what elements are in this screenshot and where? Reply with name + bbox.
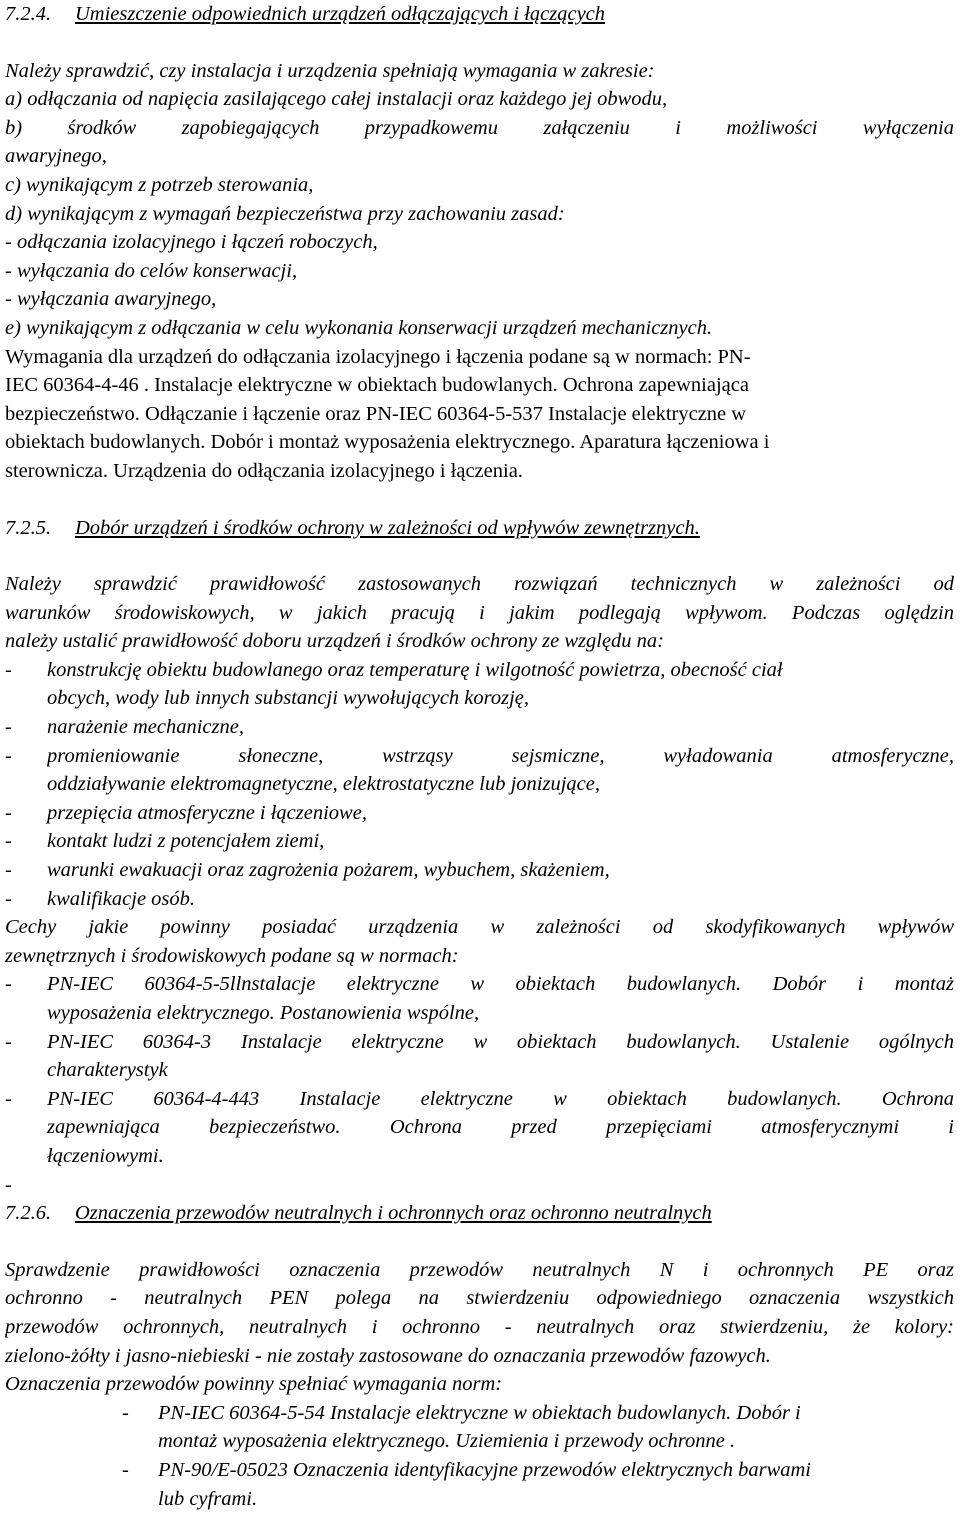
paragraph-line: - wyłączania awaryjnego, <box>5 288 217 311</box>
norm-item-continuation: charakterystyk <box>47 1059 168 1082</box>
paragraph-line: należy ustalić prawidłowość doboru urządzeń i środków ochrony ze względu na: <box>5 630 665 653</box>
paragraph-line: - wyłączania do celów konserwacji, <box>5 259 298 282</box>
paragraph-line: - odłączania izolacyjnego i łączeń roboczych, <box>5 231 378 254</box>
paragraph-line: Należy sprawdzić, czy instalacja i urządzenia spełniają wymagania w zakresie: <box>5 59 655 82</box>
norms-line: Wymagania dla urządzeń do odłączania izolacyjnego i łączenia podane są w normach: PN- <box>5 345 751 368</box>
norms-line: sterownicza. Urządzenia do odłączania izolacyjnego i łączenia. <box>5 459 523 482</box>
section-title: Dobór urządzeń i środków ochrony w zależności od wpływów zewnętrznych. <box>75 516 700 539</box>
norm-item-continuation: montaż wyposażenia elektrycznego. Uziemienia i przewody ochronne . <box>158 1430 736 1453</box>
list-item-continuation: obcych, wody lub innych substancji wywołujących korozję, <box>47 687 530 710</box>
list-item: - kontakt ludzi z potencjałem ziemi, <box>5 830 325 853</box>
paragraph-line: zewnętrznych i środowiskowych podane są w normach: <box>5 944 459 967</box>
section-number: 7.2.4. <box>5 3 52 25</box>
norms-line: bezpieczeństwo. Odłączanie i łączenie oraz PN-IEC 60364-5-537 Instalacje elektryczne w <box>5 402 747 425</box>
trailing-dash: - <box>5 1173 12 1196</box>
section-heading-7-2-6 <box>5 1199 954 1228</box>
paragraph-line: warunków środowiskowych, w jakich pracują i jakim podlegają wpływom. Podczas oględzin <box>5 601 954 624</box>
paragraph-line: Należy sprawdzić prawidłowość zastosowanych rozwiązań technicznych w zależności od <box>5 573 954 596</box>
list-item: - przepięcia atmosferyczne i łączeniowe, <box>5 801 367 824</box>
paragraph-line: Sprawdzenie prawidłowości oznaczenia przewodów neutralnych N i ochronnych PE oraz <box>5 1258 954 1281</box>
norm-item: - PN-IEC 60364-4-443 Instalacje elektryczne w obiektach budowlanych. Ochrona <box>5 1087 954 1110</box>
paragraph-line: c) wynikającym z potrzeb sterowania, <box>5 173 314 196</box>
norm-item: - PN-90/E-05023 Oznaczenia identyfikacyjne przewodów elektrycznych barwami <box>122 1458 812 1481</box>
paragraph-line: zielono-żółty i jasno-niebieski - nie zostały zastosowane do oznaczania przewodów fazowych. <box>5 1344 771 1367</box>
section-title: Oznaczenia przewodów neutralnych i ochronnych oraz ochronno neutralnych <box>75 1202 712 1225</box>
norm-item: - PN-IEC 60364-5-54 Instalacje elektryczne w obiektach budowlanych. Dobór i <box>122 1401 801 1424</box>
list-item: - narażenie mechaniczne, <box>5 716 244 739</box>
paragraph-line: ochronno - neutralnych PEN polega na stwierdzeniu odpowiedniego oznaczenia wszystkich <box>5 1287 954 1310</box>
paragraph-line: Cechy jakie powinny posiadać urządzenia w zależności od skodyfikowanych wpływów <box>5 916 954 939</box>
norms-line: IEC 60364-4-46 . Instalacje elektryczne w obiektach budowlanych. Ochrona zapewniająca <box>5 374 749 397</box>
paragraph-line: d) wynikającym z wymagań bezpieczeństwa przy zachowaniu zasad: <box>5 202 565 225</box>
paragraph-line: Oznaczenia przewodów powinny spełniać wymagania norm: <box>5 1373 503 1396</box>
paragraph-line: b) środków zapobiegających przypadkowemu załączeniu i możliwości wyłączenia <box>5 116 954 139</box>
section-heading-7-2-5 <box>5 514 954 543</box>
section-heading-7-2-4 <box>5 0 954 29</box>
list-item: - warunki ewakuacji oraz zagrożenia pożarem, wybuchem, skażeniem, <box>5 859 610 882</box>
norms-line: obiektach budowlanych. Dobór i montaż wyposażenia elektrycznego. Aparatura łączeniowa i <box>5 431 770 454</box>
list-item: - kwalifikacje osób. <box>5 887 196 910</box>
list-item: - promieniowanie słoneczne, wstrząsy sejsmiczne, wyładowania atmosferyczne, <box>5 744 954 767</box>
section-number: 7.2.6. <box>5 1202 52 1225</box>
norm-item: - PN-IEC 60364-5-5llnstalacje elektryczne w obiektach budowlanych. Dobór i montaż <box>5 973 954 996</box>
paragraph-line: awaryjnego, <box>5 145 107 168</box>
list-item: - konstrukcję obiektu budowlanego oraz temperaturę i wilgotność powietrza, obecność ciał <box>5 658 783 681</box>
paragraph-line: przewodów ochronnych, neutralnych i ochronno - neutralnych oraz stwierdzeniu, że kolory: <box>5 1315 954 1338</box>
paragraph-line: e) wynikającym z odłączania w celu wykonania konserwacji urządzeń mechanicznych. <box>5 316 713 339</box>
norm-item: - PN-IEC 60364-3 Instalacje elektryczne w obiektach budowlanych. Ustalenie ogólnych <box>5 1030 954 1053</box>
norm-item-continuation: zapewniająca bezpieczeństwo. Ochrona przed przepięciami atmosferycznymi i <box>47 1116 954 1139</box>
norm-item-continuation: wyposażenia elektrycznego. Postanowienia wspólne, <box>47 1002 480 1024</box>
section-title: Umieszczenie odpowiednich urządzeń odłączających i łączących <box>75 3 606 25</box>
paragraph-line: a) odłączania od napięcia zasilającego całej instalacji oraz każdego jej obwodu, <box>5 88 668 111</box>
norm-item-continuation: łączeniowymi. <box>47 1144 164 1167</box>
section-number: 7.2.5. <box>5 516 52 539</box>
norm-item-continuation: lub cyframi. <box>158 1487 258 1510</box>
list-item-continuation: oddziaływanie elektromagnetyczne, elektrostatyczne lub jonizujące, <box>47 773 600 796</box>
